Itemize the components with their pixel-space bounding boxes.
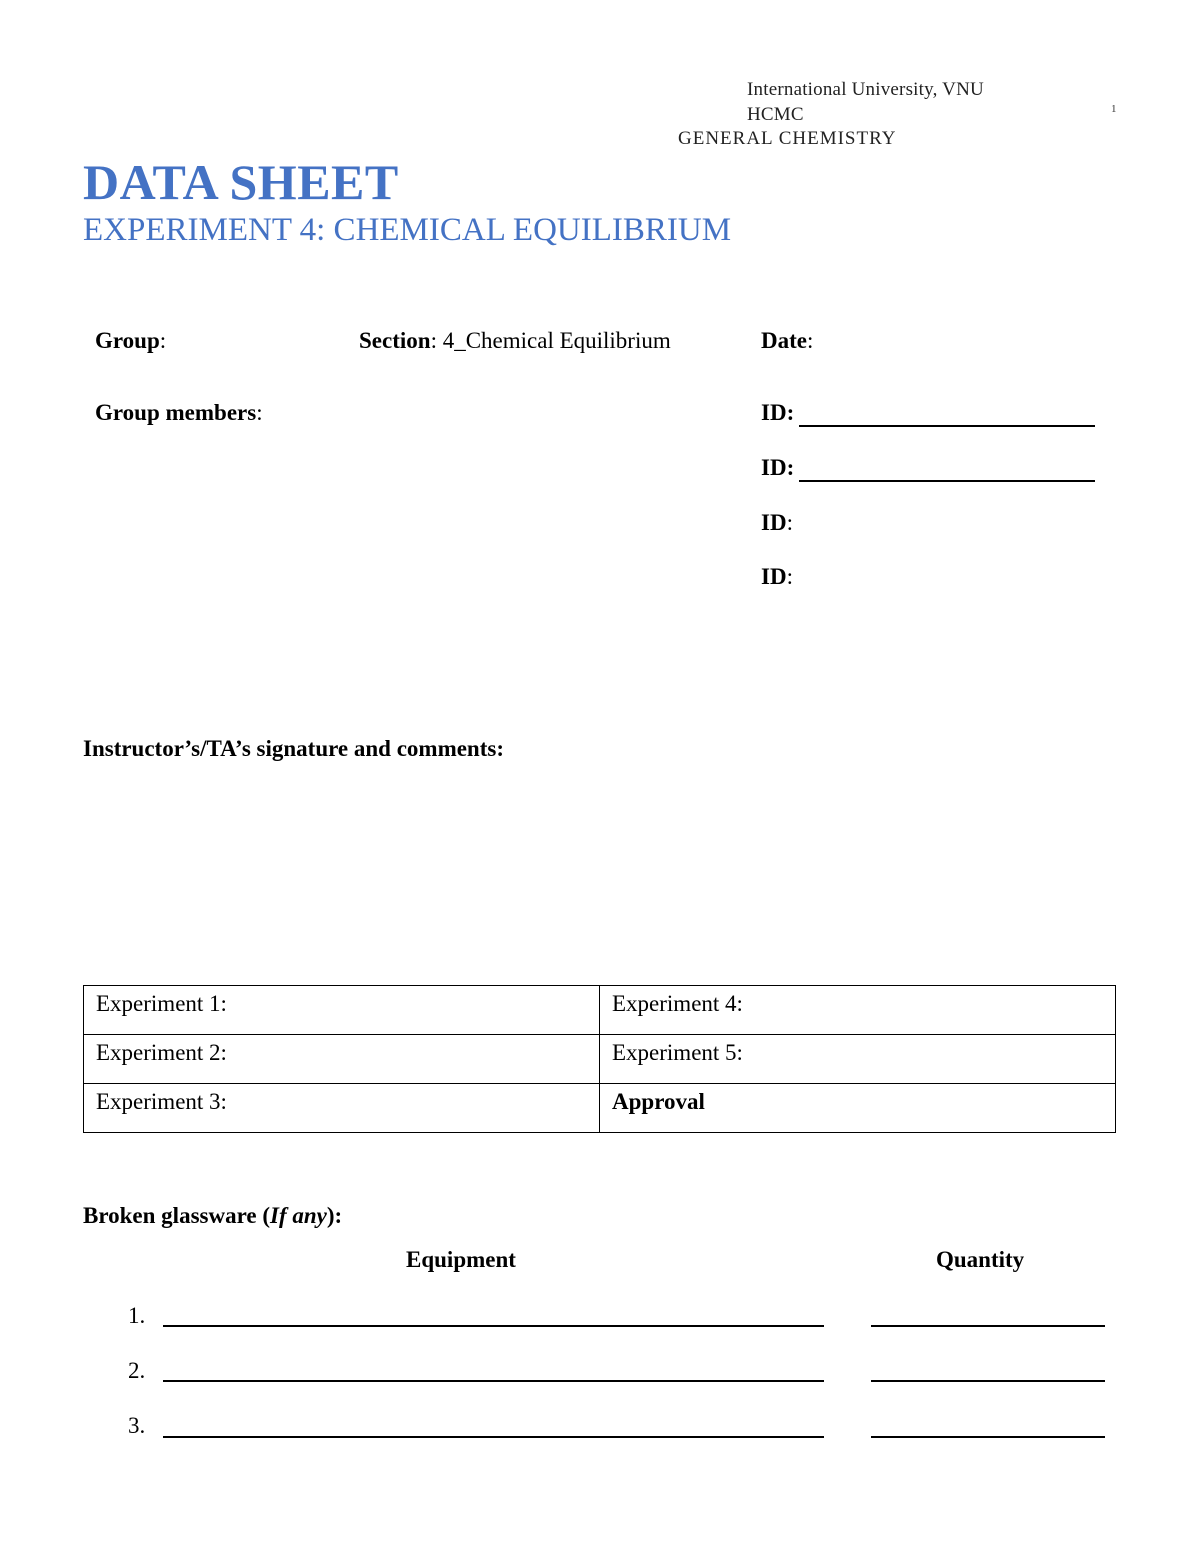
experiment-4-cell[interactable]: Experiment 4: [600, 986, 1116, 1035]
id-colon-1: : [786, 400, 795, 425]
id-label-4: ID [761, 564, 787, 589]
header-institution-line2: HCMC [747, 104, 804, 125]
id-label-3: ID [761, 510, 787, 535]
equipment-line-2[interactable] [163, 1380, 824, 1382]
page-number: 1 [1111, 103, 1117, 115]
quantity-line-3[interactable] [871, 1436, 1105, 1438]
section-value: 4_Chemical Equilibrium [436, 328, 671, 353]
page-subtitle: EXPERIMENT 4: CHEMICAL EQUILIBRIUM [83, 212, 732, 248]
experiment-1-cell[interactable]: Experiment 1: [84, 986, 600, 1035]
equipment-line-1[interactable] [163, 1325, 824, 1327]
equipment-column-header: Equipment [406, 1247, 516, 1272]
experiment-5-cell[interactable]: Experiment 5: [600, 1035, 1116, 1084]
header-course-clipped [678, 128, 938, 149]
id-field-1[interactable] [761, 400, 794, 426]
glassware-item-number-2: 2. [128, 1358, 146, 1383]
group-label: Group [95, 328, 160, 353]
id-colon-2: : [786, 455, 795, 480]
experiment-table [83, 985, 1116, 1133]
id-underline-1[interactable] [799, 425, 1095, 427]
quantity-line-1[interactable] [871, 1325, 1105, 1327]
signature-label: Instructor’s/TA’s signature and comments: [83, 736, 504, 761]
glassware-label-suffix: ): [326, 1203, 343, 1228]
id-colon-3: : [786, 510, 793, 535]
date-label: Date [761, 328, 807, 353]
group-colon: : [159, 328, 167, 353]
id-field-2[interactable] [761, 455, 794, 481]
experiment-2-cell[interactable]: Experiment 2: [84, 1035, 600, 1084]
quantity-column-header: Quantity [936, 1247, 1025, 1272]
id-label-2: ID [761, 455, 787, 480]
group-members-label: Group members [95, 400, 257, 425]
glassware-label-prefix: Broken glassware ( [83, 1203, 270, 1228]
id-label-1: ID [761, 400, 787, 425]
date-field [761, 328, 813, 354]
id-colon-4: : [786, 564, 793, 589]
group-field [95, 328, 166, 354]
section-field [359, 328, 671, 354]
header-institution-line1: International University, VNU [747, 79, 984, 100]
header-course: GENERAL CHEMISTRY [678, 128, 897, 149]
table-row [84, 1084, 1116, 1133]
experiment-3-cell[interactable]: Experiment 3: [84, 1084, 600, 1133]
group-members-colon: : [256, 400, 263, 425]
group-members-field [95, 400, 263, 426]
section-label: Section [359, 328, 431, 353]
equipment-line-3[interactable] [163, 1436, 824, 1438]
id-field-3[interactable] [761, 510, 793, 536]
glassware-item-number-3: 3. [128, 1413, 146, 1438]
broken-glassware-label [83, 1203, 342, 1229]
table-row [84, 1035, 1116, 1084]
id-underline-2[interactable] [799, 480, 1095, 482]
page-title: DATA SHEET [83, 154, 399, 210]
table-row [84, 986, 1116, 1035]
glassware-item-number-1: 1. [128, 1303, 146, 1328]
approval-cell[interactable]: Approval [600, 1084, 1116, 1133]
glassware-label-italic: If any [270, 1203, 327, 1228]
date-colon: : [806, 328, 814, 353]
quantity-line-2[interactable] [871, 1380, 1105, 1382]
section-colon: : [430, 328, 437, 353]
id-field-4[interactable] [761, 564, 793, 590]
